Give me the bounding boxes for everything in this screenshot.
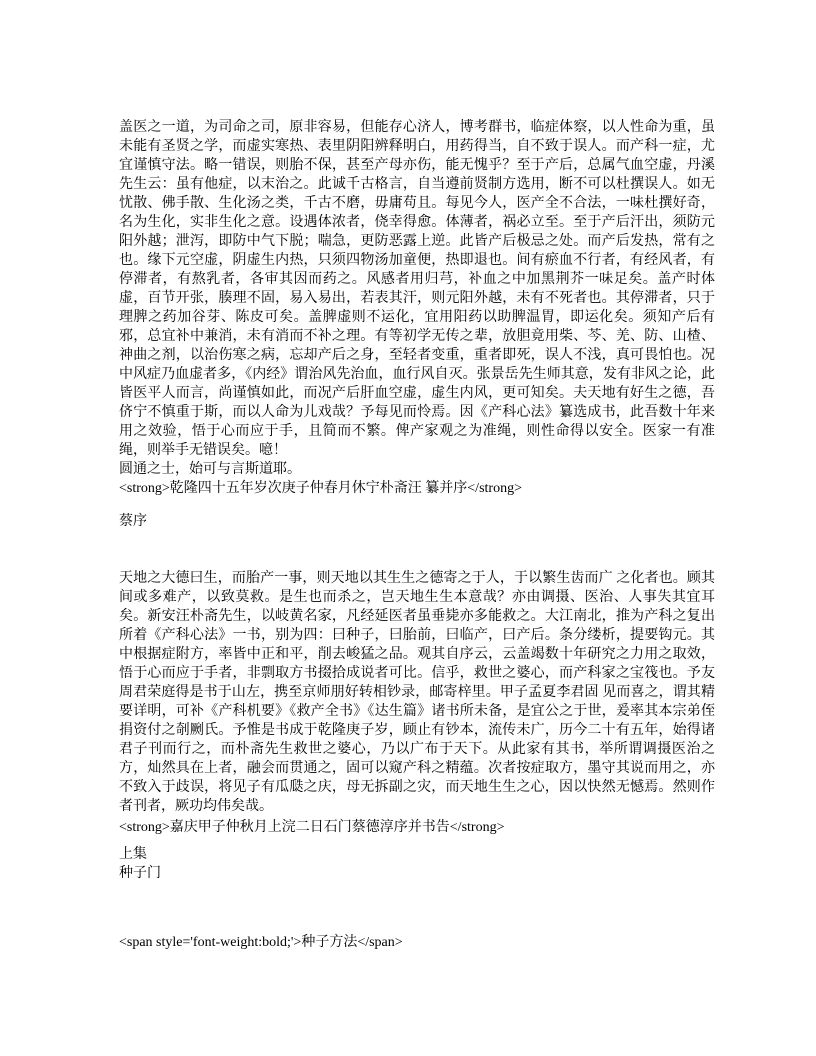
section-raw-html-line: <span style='font-weight:bold;'>种子方法</span> xyxy=(119,935,403,950)
preface-1-body: 盖医之一道，为司命之司，原非容易，但能存心济人，博考群书，临症体察，以人性命为重，虽未能有圣贤之学，而虚实寒热、表里阴阳辨释明白，用药得当，自不致于误人。而产科一症，尤宜谨慎守法。略一错误，则胎不保，甚至产母亦伤，能无愧乎？至于产后，总属气血空虚，丹溪先生云：虽有他症，以末治之。此诚千古格言，自当遵前贤制方选用，断不可以杜撰误人。如无忧散、佛手散、生化汤之类，千古不磨，毋庸苟且。每见今人，医产全不合法，一味杜撰好奇，名为生化，实非生化之意。设遇体浓者，侥幸得愈。体薄者，祸必立至。至于产后汗出，须防元阳外越；泄泻，即防中气下脱；喘急，更防恶露上逆。此皆产后极忌之处。而产后发热，常有之也。缘下元空虚，阴虚生内热，只须四物汤加童便，热即退也。间有瘀血不行者，有经风者，有停滞者，有熬乳者，各审其因而药之。风感者用归芎，补血之中加黑荆芥一味足矣。盖产时体虚，百节开张，腠理不固，易入易出，若表其汗，则元阳外越，未有不死者也。其停滞者，只于理脾之药加谷芽、陈皮可矣。盖脾虚则不运化，宜用阳药以助脾温胃，即运化矣。须知产后有邪，总宜补中兼消，未有消而不补之理。有等初学无传之辈，放胆竟用柴、芩、羌、防、山楂、神曲之剂，以治伤寒之病，忘却产后之身，至轻者变重，重者即死，误人不浅，真可畏怕也。况中风症乃血虚者多，《内经》谓治风先治血，血行风自灭。张景岳先生师其意，发有非风之论，此皆医平人而言，尚谨慎如此，而况产后肝血空虚，虚生内风，更可知矣。夫天地有好生之德，吾侪宁不慎重于斯，而以人命为儿戏哉？予每见而怜焉。因《产科心法》纂选成书，此吾数十年来用之效验，悟于心而应于手，且简而不繁。俾产家观之为准绳，则性命得以安全。医家一有准绳，则举手无错误矣。噫！ xyxy=(119,120,715,458)
preface-2-signature-line: <strong>嘉庆甲子仲秋月上浣二日石门蔡德淳序并书告</strong> xyxy=(119,820,505,835)
preface-1-signature-line: <strong>乾隆四十五年岁次庚子仲春月休宁朴斋汪 纂并序</strong> xyxy=(119,481,522,496)
preface-2-heading: 蔡序 xyxy=(119,514,147,529)
chapter-title: 种子门 xyxy=(119,866,161,881)
document-content xyxy=(119,118,715,952)
volume-title: 上集 xyxy=(119,847,147,862)
preface-2-body: 天地之大德曰生，而胎产一事，则天地以其生生之德寄之于人，于以繁生齿而广 之化者也。顾其间或多难产，以致莫救。是生也而杀之，岂天地生生本意哉？亦由调摄、医治、人事失其宜耳矣。新安汪朴斋先生，以岐黄名家，凡经延医者虽垂毙亦多能救之。大江南北，推为产科之复出所着《产科心法》一书，别为四：曰种子，曰胎前，曰临产，曰产后。条分缕析，提要钩元。其中根据症附方，率皆中正和平，削去峻猛之品。观其自序云，云盖竭数十年研究之力用之取效，悟于心而应于手者，非剽取方书掇拾成说者可比。信乎，救世之婆心，而产科家之宝筏也。予友周君荣庭得是书于山左，携至京师朋好转相钞录，邮寄梓里。甲子孟夏李君固 见而喜之，谓其精要详明，可补《产科机要》《救产全书》《达生篇》诸书所未备，是宜公之于世，爰率其本宗弟侄捐资付之剞劂氏。予惟是书成于乾隆庚子岁，顾止有钞本，流传未广，历今二十有五年，始得诸君子刊而行之，而朴斋先生救世之婆心，乃以广布于天下。从此家有其书，举所谓调摄医治之方，灿然具在上者，融会而贯通之，固可以窥产科之精蕴。次者按症取方，墨守其说而用之，亦不致入于歧误，将见子有瓜瓞之庆，母无拆副之灾，而天地生生之心，因以快然无憾焉。然则作者刊者，厥功均伟矣哉。 xyxy=(119,571,715,814)
preface-1-closing-line: 圆通之士，始可与言斯道耶。 xyxy=(119,462,301,477)
